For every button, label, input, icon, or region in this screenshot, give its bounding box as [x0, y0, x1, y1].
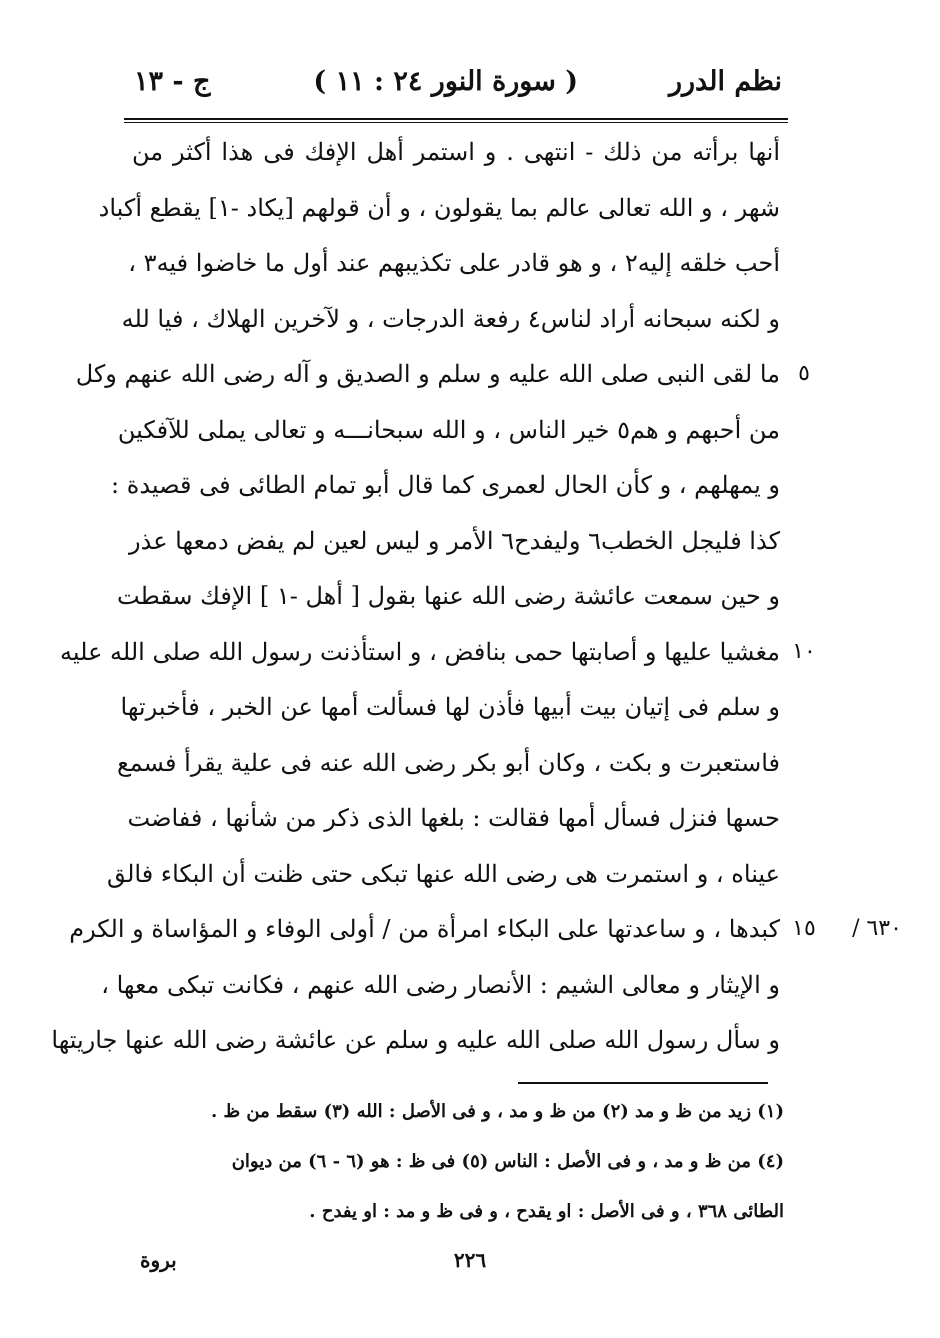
manuscript-folio-marker: ٦٣٠ / — [852, 916, 902, 941]
manuscript-folio-marker — [836, 790, 918, 846]
page-number: ٢٢٦ — [453, 1248, 487, 1272]
text-line: كذا فليجل الخطب٦ وليفدح٦ الأمر و ليس لعين لم يفض دمعها عذر — [129, 527, 780, 555]
manuscript-folio-marker — [836, 735, 918, 791]
text-line: مغشيا عليها و أصابتها حمى بنافض ، و استأذنت رسول الله صلى الله عليه — [60, 638, 780, 666]
line-number — [786, 291, 822, 347]
line-number — [786, 402, 822, 458]
manuscript-folio-marker — [836, 1012, 918, 1068]
line-number — [786, 735, 822, 791]
text-line: أحب خلقه إليه٢ ، و هو قادر على تكذيبهم عند أول ما خاضوا فيه٣ ، — [128, 249, 780, 277]
manuscript-folio-marker — [836, 624, 918, 680]
text-line: و سأل رسول الله صلى الله عليه و سلم عن عائشة رضى الله عنها جاريتها — [51, 1026, 780, 1054]
text-line: و الإيثار و معالى الشيم : الأنصار رضى الله عنهم ، فكانت تبكى معها ، — [101, 971, 780, 999]
line-number — [786, 1012, 822, 1068]
header-rule — [124, 118, 788, 120]
line-number: ٥ — [798, 361, 810, 386]
text-line: و لكنه سبحانه أراد لناس٤ رفعة الدرجات ، و لآخرين الهلاك ، فيا لله — [121, 305, 780, 333]
running-head-book-title: نظم الدرر — [668, 66, 782, 97]
footnote-rule — [518, 1082, 768, 1084]
line-number — [786, 846, 822, 902]
text-line: حسها فنزل فسأل أمها فقالت : بلغها الذى ذكر من شأنها ، ففاضت — [127, 804, 780, 832]
text-line: من أحبهم و هم٥ خير الناس ، و الله سبحانـــه و تعالى يملى للآفكين — [117, 416, 780, 444]
manuscript-folio-marker — [836, 124, 918, 180]
line-number — [786, 568, 822, 624]
text-line: أنها برأته من ذلك - انتهى . و استمر أهل الإفك فى هذا أكثر من — [132, 138, 780, 166]
header-rule-thin — [124, 122, 788, 123]
line-number — [786, 235, 822, 291]
text-line: كبدها ، و ساعدتها على البكاء امرأة من / أولى الوفاء و المؤاساة و الكرم — [69, 915, 780, 943]
text-line: و سلم فى إتيان بيت أبيها فأذن لها فسألت أمها عن الخبر ، فأخبرتها — [120, 693, 780, 721]
footnote-line: (٤) من ظ و مد ، و فى الأصل : الناس (٥) فى ظ : هو (٦ - ٦) من ديوان — [231, 1151, 784, 1172]
line-number — [786, 457, 822, 513]
text-line: شهر ، و الله تعالى عالم بما يقولون ، و أن قولهم [يكاد -١] يقطع أكباد — [98, 194, 780, 222]
text-line: و حين سمعت عائشة رضى الله عنها بقول [ أهل -١ ] الإفك سقطت — [117, 582, 780, 610]
text-line: و يمهلهم ، و كأن الحال لعمرى كما قال أبو تمام الطائى فى قصيدة : — [111, 471, 780, 499]
manuscript-folio-marker — [836, 235, 918, 291]
footnote-line: الطائى ٣٦٨ ، و فى الأصل : او يقدح ، و فى ظ و مد : او يفدح . — [309, 1201, 784, 1222]
manuscript-folio-marker — [836, 957, 918, 1013]
line-number: ١٥ — [792, 916, 816, 941]
manuscript-folio-marker — [836, 180, 918, 236]
manuscript-folio-marker — [836, 568, 918, 624]
manuscript-folio-marker — [836, 457, 918, 513]
manuscript-folio-marker — [836, 402, 918, 458]
line-number — [786, 513, 822, 569]
printer-signature: بروة — [140, 1248, 177, 1272]
manuscript-folio-marker — [836, 291, 918, 347]
line-number — [786, 180, 822, 236]
line-number — [786, 124, 822, 180]
manuscript-folio-marker — [836, 346, 918, 402]
running-head-surah: ( سورة النور ٢٤ : ١١ ) — [313, 66, 578, 97]
text-line: ما لقى النبى صلى الله عليه و سلم و الصديق و آله رضى الله عنهم وكل — [75, 360, 780, 388]
line-number — [786, 679, 822, 735]
manuscript-folio-marker — [836, 846, 918, 902]
manuscript-folio-marker — [836, 513, 918, 569]
line-number: ١٠ — [792, 639, 816, 664]
text-line: عيناه ، و استمرت هى رضى الله عنها تبكى حتى ظنت أن البكاء فالق — [107, 860, 780, 888]
footnote-line: (١) زيد من ظ و مد (٢) من ظ و مد ، و فى الأصل : الله (٣) سقط من ظ . — [210, 1101, 784, 1122]
manuscript-folio-marker — [836, 679, 918, 735]
running-head-volume: ج - ١٣ — [134, 66, 211, 97]
line-number — [786, 957, 822, 1013]
text-line: فاستعبرت و بكت ، وكان أبو بكر رضى الله عنه فى علية يقرأ فسمع — [117, 749, 780, 777]
line-number — [786, 790, 822, 846]
